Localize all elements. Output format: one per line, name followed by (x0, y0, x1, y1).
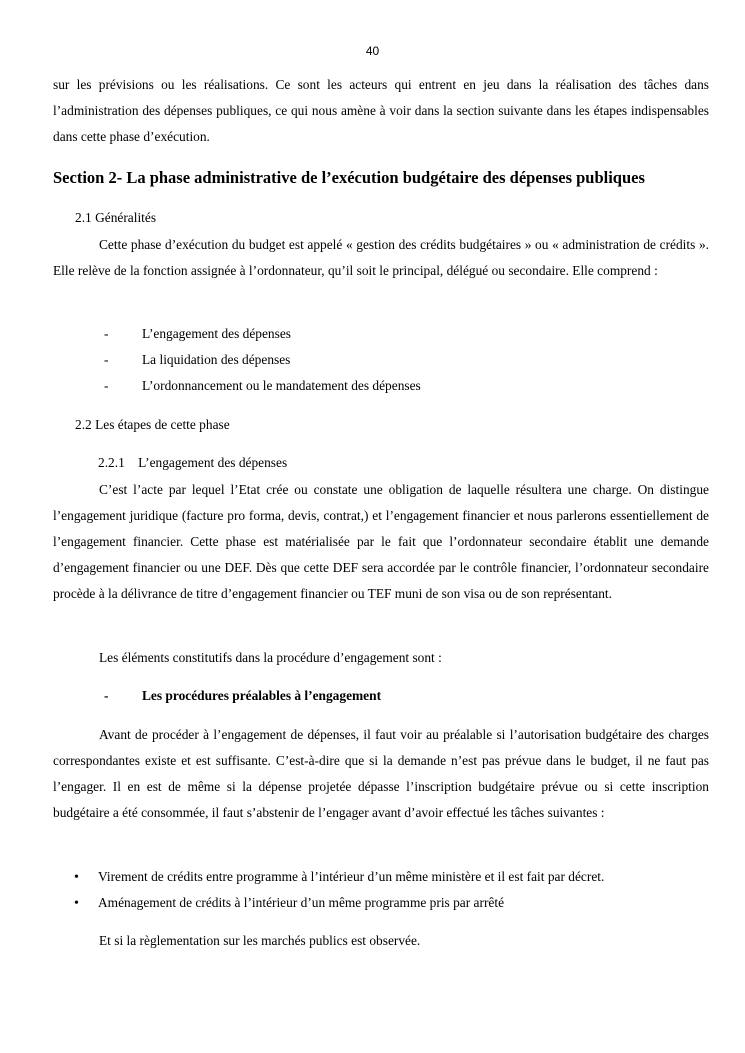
subsection-2-1-title: 2.1 Généralités (75, 210, 157, 225)
bullet-item (74, 895, 504, 912)
list-item-text: L’ordonnancement ou le mandatement des dépenses (142, 378, 421, 393)
subsection-2-2-title: 2.2 Les étapes de cette phase (75, 417, 230, 432)
dash-marker: - (104, 326, 109, 341)
subsection-2-2-1-title: 2.2.1 L’engagement des dépenses (98, 455, 288, 470)
list-item-text: L’engagement des dépenses (142, 326, 291, 341)
bullet-item-text: Aménagement de crédits à l’intérieur d’un même programme pris par arrêté (98, 895, 505, 910)
page-number: 40 (365, 44, 380, 58)
bullet-item (74, 869, 604, 886)
dash-marker: - (104, 352, 109, 367)
section-title: Section 2- La phase administrative de l’exécution budgétaire des dépenses publiques (53, 168, 645, 187)
list-item (104, 326, 291, 342)
list-item-text: Les procédures préalables à l’engagement (142, 688, 382, 703)
bold-list-item (104, 688, 381, 704)
paragraph-2-2-1: C’est l’acte par lequel l’Etat crée ou constate une obligation de laquelle résultera une charge. On distingue l’engagement juridique (facture pro forma, devis, contrat,) et l’engagement financier et nous parlerons essentiellement de l’engagement financier. Cette phase est matérialisée par le fait que l’ordonnateur secondaire établit une demande d’engagement financier ou une DEF. Dès que cette DEF sera accordée par le contrôle financier, l’ordonnateur secondaire procède à la délivrance de titre d’engagement financier ou TEF muni de son visa ou de son représentant. (53, 482, 709, 601)
bullet-item-text: Virement de crédits entre programme à l’intérieur d’un même ministère et il est fait par décret. (98, 869, 605, 884)
bullet-marker: • (74, 870, 79, 885)
list-item (104, 378, 421, 394)
list-item (104, 352, 290, 368)
bullet-marker: • (74, 896, 79, 911)
intro-paragraph: sur les prévisions ou les réalisations. Ce sont les acteurs qui entrent en jeu dans la réalisation des tâches dans l’administration des dépenses publiques, ce qui nous amène à voir dans la section suivante dans les étapes indispensables dans cette phase d’exécution. (53, 77, 709, 144)
dash-marker: - (104, 688, 109, 703)
closing-paragraph: Et si la règlementation sur les marchés publics est observée. (99, 933, 421, 948)
paragraph-elements: Les éléments constitutifs dans la procédure d’engagement sont : (99, 650, 442, 665)
dash-marker: - (104, 378, 109, 393)
list-item-text: La liquidation des dépenses (142, 352, 291, 367)
paragraph-avant: Avant de procéder à l’engagement de dépenses, il faut voir au préalable si l’autorisation budgétaire des charges correspondantes existe et est suffisante. C’est-à-dire que si la demande n’est pas prévue dans le budget, il ne faut pas l’engager. Il en est de même si la dépense projetée dépasse l’inscription budgétaire prévue ou si cette inscription budgétaire a été consommée, il faut s’abstenir de l’engager avant d’avoir effectué les tâches suivantes : (53, 727, 709, 820)
paragraph-2-1: Cette phase d’exécution du budget est appelé « gestion des crédits budgétaires » ou « administration de crédits ». Elle relève de la fonction assignée à l’ordonnateur, qu’il soit le principal, délégué ou secondaire. Elle comprend : (53, 237, 709, 278)
